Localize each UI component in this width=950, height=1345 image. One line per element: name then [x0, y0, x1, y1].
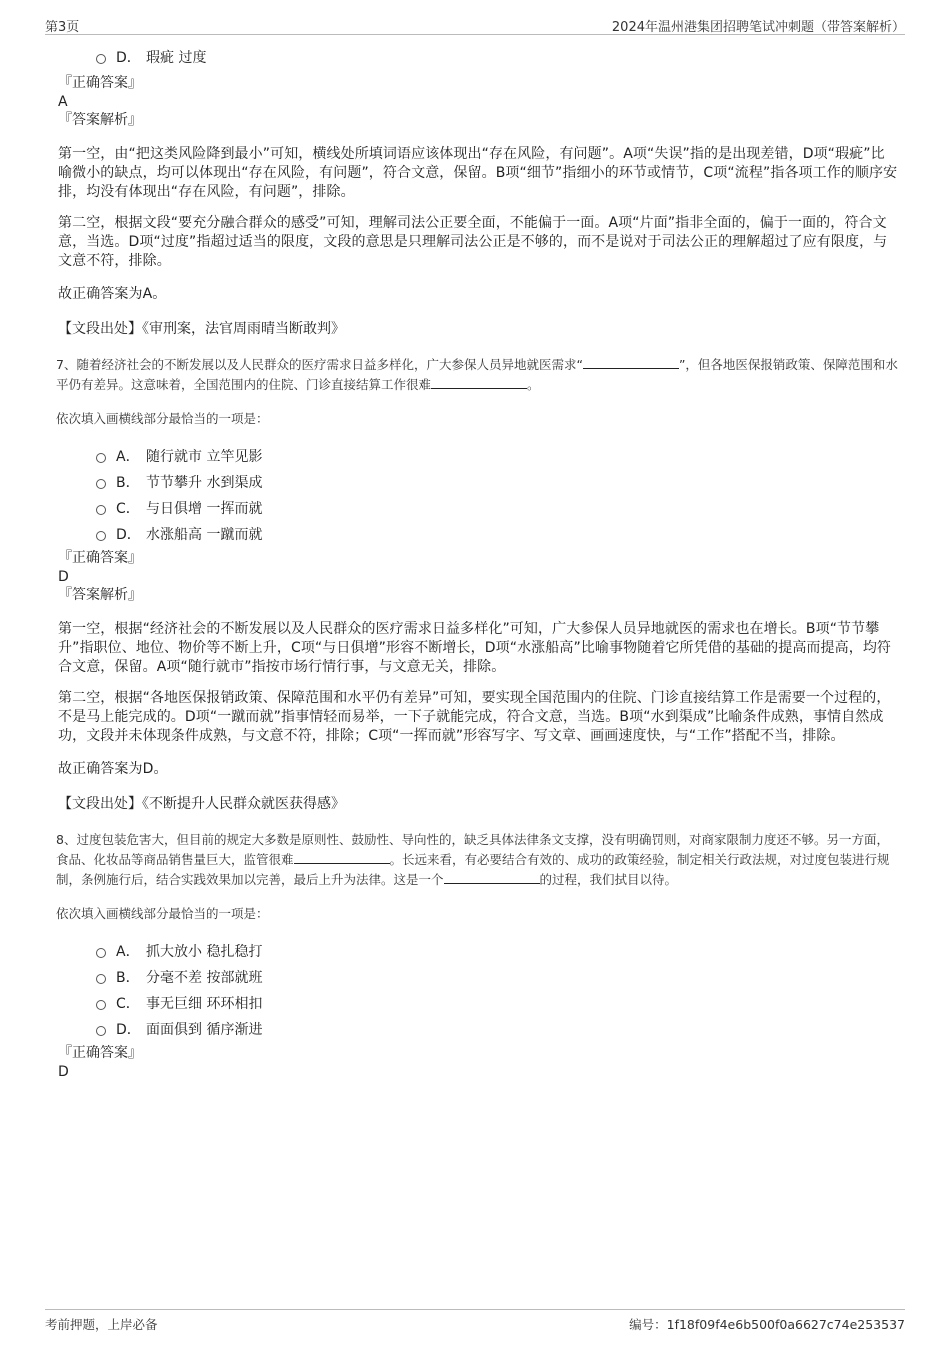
page-header	[45, 14, 905, 35]
q7-source: 【文段出处】《不断提升人民群众就医获得感》	[58, 796, 345, 812]
q7-answer: D	[58, 569, 69, 585]
q6-answer-label: 『正确答案』	[58, 75, 142, 91]
q7-option-a[interactable]: A． 随行就市 立竿见影	[56, 443, 898, 469]
q8-option-d[interactable]: D． 面面俱到 循序渐进	[56, 1016, 898, 1042]
radio-icon[interactable]	[96, 531, 106, 541]
q8-answer: D	[58, 1064, 69, 1080]
blank-line	[583, 356, 679, 369]
q7-analysis-para-1: 第一空，根据“经济社会的不断发展以及人民群众的医疗需求日益多样化”可知，广大参保人员异地就医的需求也在增长。B项“节节攀升”指职位、地位、物价等不断上升，C项“与日俱增”形容不断增长，D项“水涨船高”比喻事物随着它所凭借的基础的提高而提高，均符合文意，保留。A项“随行就市”指按市场行情行事，与文意无关，排除。	[58, 621, 892, 675]
q7-option-d[interactable]: D． 水涨船高 一蹴而就	[56, 521, 898, 547]
q6-analysis-para-1: 第一空，由“把这类风险降到最小”可知，横线处所填词语应该体现出“存在风险，有问题”。A项“失误”指的是出现差错，D项“瑕疵”比喻微小的缺点，均可以体现出“存在风险，有问题”，符合文意，保留。B项“细节”指细小的环节或情节，C项“流程”指各项工作的顺序安排，均没有体现出“存在风险，有问题”，排除。	[58, 146, 898, 200]
blank-line	[294, 851, 390, 864]
q8-option-c[interactable]: C． 事无巨细 环环相扣	[56, 990, 898, 1016]
q6-conclusion: 故正确答案为A。	[58, 286, 167, 302]
q7-instruction: 依次填入画横线部分最恰当的一项是：	[56, 411, 269, 426]
page-number: 第3页	[45, 20, 80, 35]
radio-icon[interactable]	[96, 948, 106, 958]
radio-icon[interactable]	[96, 1026, 106, 1036]
q7-analysis-label: 『答案解析』	[58, 587, 142, 603]
page-footer	[45, 1309, 905, 1334]
q7-option-b[interactable]: B． 节节攀升 水到渠成	[56, 469, 898, 495]
q6-option-d[interactable]: D． 瑕疵 过度	[56, 44, 898, 70]
document-code: 编号：1f18f09f4e6b500f0a6627c74e253537	[629, 1317, 905, 1332]
q6-answer: A	[58, 94, 68, 110]
q6-source: 【文段出处】《审刑案，法官周雨晴当断敢判》	[58, 321, 345, 337]
q8-stem: 8、过度包装危害大，但目前的规定大多数是原则性、鼓励性、导向性的，缺乏具体法律条文支撑，没有明确罚则，对商家限制力度还不够。另一方面，食品、化妆品等商品销售量巨大，监管很难 。长远来看，有必要结合有效的、成功的政策经验，制定相关行政法规，对过度包装进行规制，条例施行后，结合实践效果加以完善，最后上升为法律。这是一个 的过程，我们拭目以待。	[56, 832, 890, 887]
q7-answer-label: 『正确答案』	[58, 550, 142, 566]
page-content	[56, 44, 898, 1081]
q8-instruction: 依次填入画横线部分最恰当的一项是：	[56, 906, 269, 921]
q8-answer-label: 『正确答案』	[58, 1045, 142, 1061]
radio-icon[interactable]	[96, 479, 106, 489]
radio-icon[interactable]	[96, 453, 106, 463]
q8-option-b[interactable]: B． 分毫不差 按部就班	[56, 964, 898, 990]
radio-icon[interactable]	[96, 505, 106, 515]
q7-stem: 7、随着经济社会的不断发展以及人民群众的医疗需求日益多样化，广大参保人员异地就医需求“ ”，但各地医保报销政策、保障范围和水平仍有差异。这意味着，全国范围内的住院、门诊直接结算工作很难 。	[56, 357, 898, 392]
document-title: 2024年温州港集团招聘笔试冲刺题（带答案解析）	[611, 20, 905, 35]
q6-analysis-para-2: 第二空，根据文段“要充分融合群众的感受”可知，理解司法公正要全面，不能偏于一面。A项“片面”指非全面的，偏于一面的，符合文意，当选。D项“过度”指超过适当的限度，文段的意思是只理解司法公正是不够的，而不是说对于司法公正的理解超过了应有限度，与文意不符，排除。	[58, 215, 888, 269]
q7-option-c[interactable]: C． 与日俱增 一挥而就	[56, 495, 898, 521]
q7-analysis-para-2: 第二空，根据“各地医保报销政策、保障范围和水平仍有差异”可知，要实现全国范围内的住院、门诊直接结算工作是需要一个过程的，不是马上能完成的。D项“一蹴而就”指事情轻而易举，一下子就能完成，符合文意，当选。B项“水到渠成”比喻条件成熟，事情自然成功，文段并未体现条件成熟，与文意不符，排除；C项“一挥而就”形容写字、写文章、画画速度快，与“工作”搭配不当，排除。	[58, 690, 891, 744]
radio-icon[interactable]	[96, 974, 106, 984]
radio-icon[interactable]	[96, 54, 106, 64]
q7-conclusion: 故正确答案为D。	[58, 761, 168, 777]
q8-option-a[interactable]: A． 抓大放小 稳扎稳打	[56, 938, 898, 964]
blank-line	[431, 376, 527, 389]
footer-slogan: 考前押题，上岸必备	[45, 1317, 158, 1332]
blank-line	[444, 871, 540, 884]
q6-analysis-label: 『答案解析』	[58, 112, 142, 128]
radio-icon[interactable]	[96, 1000, 106, 1010]
